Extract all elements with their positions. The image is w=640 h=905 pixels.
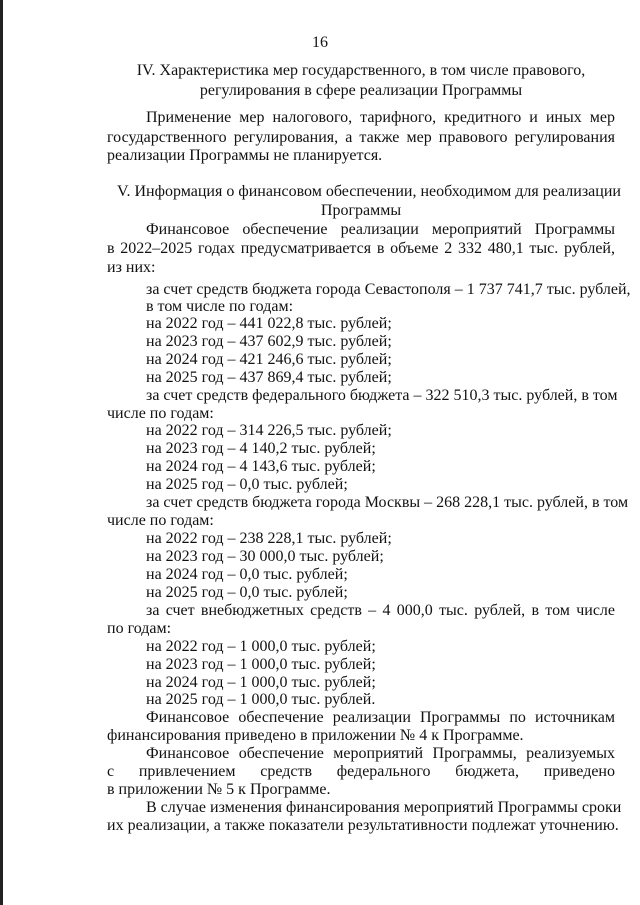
body-line: их реализации, а также показатели результативности подлежат уточнению. [107,817,619,834]
body-line: в 2022–2025 годах предусматривается в объеме 2 332 480,1 тыс. рублей, [107,240,615,257]
body-line: Финансовое обеспечение мероприятий Программы, реализуемых [146,745,615,762]
body-line: на 2023 год – 4 140,2 тыс. рублей; [146,440,376,457]
body-line: Финансовое обеспечение реализации Программы по источникам [146,709,615,726]
body-line: по годам: [107,620,172,637]
body-line: в приложении № 5 к Программе. [107,781,331,798]
body-line: на 2023 год – 1 000,0 тыс. рублей; [146,656,376,673]
body-line: Финансовое обеспечение реализации мероприятий Программы [146,221,615,238]
body-line: в том числе по годам: [146,298,294,315]
body-line: на 2024 год – 0,0 тыс. рублей; [146,566,348,583]
body-line: на 2022 год – 441 022,8 тыс. рублей; [146,315,392,332]
body-line: на 2024 год – 421 246,6 тыс. рублей; [146,351,392,368]
body-line: на 2023 год – 30 000,0 тыс. рублей; [146,548,384,565]
page-edge [0,0,3,905]
body-line: числе по годам: [107,405,214,422]
body-line: за счет внебюджетных средств – 4 000,0 тыс. рублей, в том числе [146,602,615,619]
body-line: из них: [107,259,156,276]
body-line: за счет средств бюджета города Москвы – 268 228,1 тыс. рублей, в том [146,494,629,511]
body-line: с привлечением средств федерального бюджета, приведено [107,763,615,780]
body-line: на 2023 год – 437 602,9 тыс. рублей; [146,333,392,350]
section-5-heading-line-2: Программы [320,202,402,219]
body-line: на 2025 год – 0,0 тыс. рублей; [146,476,348,493]
section-4-paragraph-line-1: Применение мер налогового, тарифного, кредитного и иных мер [146,109,615,126]
body-line: на 2025 год – 437 869,4 тыс. рублей; [146,369,392,386]
section-4-heading-line-1: IV. Характеристика мер государственного, в том числе правового, [136,62,586,79]
page-number: 16 [312,34,328,51]
body-line: на 2022 год – 238 228,1 тыс. рублей; [146,530,392,547]
body-line: на 2024 год – 4 143,6 тыс. рублей; [146,458,376,475]
body-line: на 2025 год – 0,0 тыс. рублей; [146,584,348,601]
body-line: за счет средств бюджета города Севастополя – 1 737 741,7 тыс. рублей, [146,281,631,298]
body-line: В случае изменения финансирования мероприятий Программы сроки [146,799,622,816]
body-line: на 2024 год – 1 000,0 тыс. рублей; [146,674,376,691]
body-line: на 2025 год – 1 000,0 тыс. рублей. [146,691,376,708]
body-line: на 2022 год – 314 226,5 тыс. рублей; [146,422,392,439]
body-line: на 2022 год – 1 000,0 тыс. рублей; [146,638,376,655]
body-line: за счет средств федерального бюджета – 322 510,3 тыс. рублей, в том [146,387,618,404]
section-5-heading-line-1: V. Информация о финансовом обеспечении, необходимом для реализации [117,183,621,200]
body-line: финансирования приведено в приложении № 4 к Программе. [107,727,524,744]
body-line: числе по годам: [107,512,214,529]
section-4-paragraph-line-3: реализации Программы не планируется. [107,147,383,164]
section-4-heading-line-2: регулирования в сфере реализации Программы [199,82,523,99]
section-4-paragraph-line-2: государственного регулирования, а также мер правового регулирования [107,129,615,146]
